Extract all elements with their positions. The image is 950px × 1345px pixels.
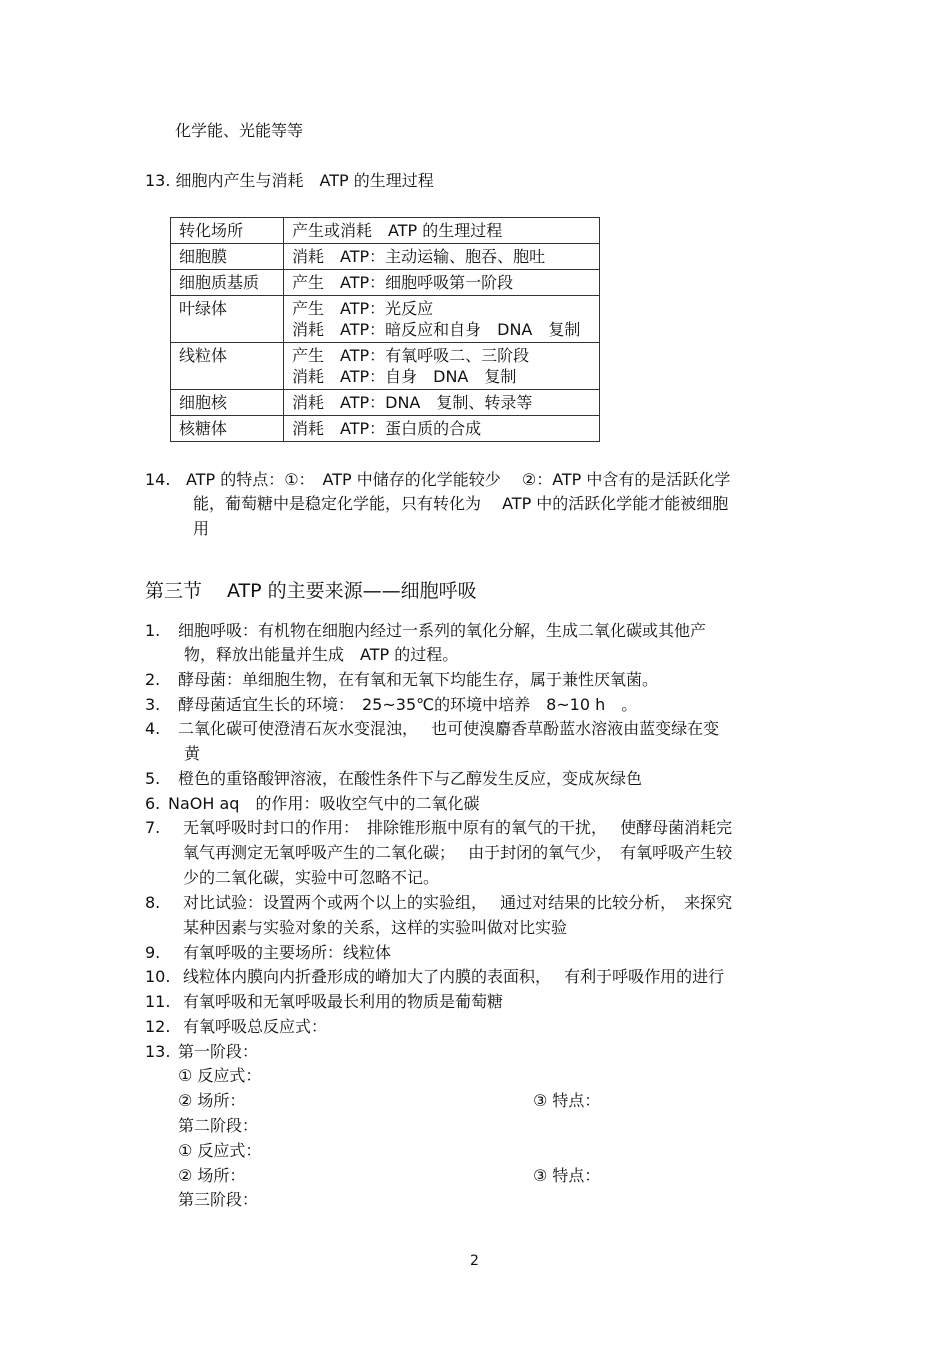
list-item-line: 物，释放出能量并生成 ATP 的过程。 <box>184 645 459 664</box>
list-item-number: 5. <box>145 769 161 788</box>
list-item-number: 12. <box>145 1017 171 1036</box>
table-row <box>171 244 600 270</box>
list-item-line: 有氧呼吸的主要场所：线粒体 <box>183 943 392 962</box>
table-row <box>171 390 600 416</box>
list-item-line: 细胞呼吸：有机物在细胞内经过一系列的氧化分解，生成二氧化碳或其他产 <box>178 621 707 640</box>
table-cell-process <box>284 416 600 442</box>
item-14-line: 能，葡萄糖中是稳定化学能，只有转化为 ATP 中的活跃化学能才能被细胞 <box>193 494 729 513</box>
list-item-number: 8. <box>145 893 161 912</box>
process-line: 产生 ATP：光反应 <box>292 299 434 318</box>
process-line: 产生 ATP：细胞呼吸第一阶段 <box>292 273 514 292</box>
table-cell-place: 线粒体 <box>171 343 284 390</box>
table-cell-place: 细胞核 <box>171 390 284 416</box>
table-cell-process <box>284 296 600 343</box>
list-item-line: 对比试验：设置两个或两个以上的实验组， 通过对结果的比较分析， 来探究 <box>183 893 733 912</box>
table-row <box>171 270 600 296</box>
table-cell-place: 叶绿体 <box>171 296 284 343</box>
process-line: 消耗 ATP：蛋白质的合成 <box>292 419 482 438</box>
list-item-line: 有氧呼吸总反应式： <box>183 1017 328 1036</box>
table-cell-place: 细胞质基质 <box>171 270 284 296</box>
table-header-row <box>171 218 600 244</box>
table-row <box>171 343 600 390</box>
table-row <box>171 296 600 343</box>
list-item-number: 10. <box>145 967 171 986</box>
list-item-number: 6. <box>145 794 161 813</box>
list-item-line: NaOH aq 的作用：吸收空气中的二氧化碳 <box>168 794 480 813</box>
process-line: 产生 ATP：有氧呼吸二、三阶段 <box>292 346 530 365</box>
process-line: 消耗 ATP：自身 DNA 复制 <box>292 367 517 386</box>
process-line: 消耗 ATP：暗反应和自身 DNA 复制 <box>292 320 581 339</box>
table-header-cell: 产生或消耗 ATP 的生理过程 <box>284 218 600 244</box>
list-item-number: 9. <box>145 943 161 962</box>
list-item-line: 酵母菌适宜生长的环境： 25~35℃的环境中培养 8~10 h 。 <box>178 695 638 714</box>
list-item-line: 无氧呼吸时封口的作用： 排除锥形瓶中原有的氧气的干扰， 使酵母菌消耗完 <box>183 818 733 837</box>
stage3-title: 第三阶段： <box>178 1190 259 1209</box>
stage1-place: ② 场所： <box>178 1091 246 1110</box>
item-14-number: 14. <box>145 470 171 489</box>
top-line: 化学能、光能等等 <box>175 121 304 140</box>
list-item-number: 1. <box>145 621 161 640</box>
list-item-number: 3. <box>145 695 161 714</box>
list-item-line: 线粒体内膜向内折叠形成的嵴加大了内膜的表面积， 有利于呼吸作用的进行 <box>183 967 725 986</box>
process-line: 消耗 ATP：主动运输、胞吞、胞吐 <box>292 247 546 266</box>
list-item-number: 4. <box>145 719 161 738</box>
stage2-feature: ③ 特点： <box>533 1166 601 1185</box>
list-item-line: 第一阶段： <box>178 1042 259 1061</box>
table-header-cell: 转化场所 <box>171 218 284 244</box>
section-title: 第三节 ATP 的主要来源——细胞呼吸 <box>145 580 477 602</box>
list-item-number: 7. <box>145 818 161 837</box>
table-cell-place: 细胞膜 <box>171 244 284 270</box>
stage1-reaction: ① 反应式： <box>178 1066 262 1085</box>
table-cell-process <box>284 244 600 270</box>
atp-process-table <box>170 217 600 442</box>
list-item-line: 二氧化碳可使澄清石灰水变混浊， 也可使溴麝香草酚蓝水溶液由蓝变绿在变 <box>178 719 720 738</box>
list-item-line: 橙色的重铬酸钾溶液，在酸性条件下与乙醇发生反应，变成灰绿色 <box>178 769 643 788</box>
table-row <box>171 416 600 442</box>
stage1-feature: ③ 特点： <box>533 1091 601 1110</box>
stage2-title: 第二阶段： <box>178 1116 259 1135</box>
stage2-reaction: ① 反应式： <box>178 1141 262 1160</box>
list-item-line: 某种因素与实验对象的关系，这样的实验叫做对比实验 <box>183 918 568 937</box>
table-cell-process <box>284 343 600 390</box>
list-item-line: 酵母菌：单细胞生物，在有氧和无氧下均能生存，属于兼性厌氧菌。 <box>178 670 659 689</box>
table-cell-process <box>284 390 600 416</box>
list-item-number: 11. <box>145 992 171 1011</box>
process-line: 消耗 ATP：DNA 复制、转录等 <box>292 393 533 412</box>
item-14-line: ATP 的特点：①： ATP 中储存的化学能较少 ②：ATP 中含有的是活跃化学 <box>186 470 731 489</box>
list-item-number: 2. <box>145 670 161 689</box>
list-item-line: 少的二氧化碳，实验中可忽略不记。 <box>183 868 440 887</box>
list-item-line: 氧气再测定无氧呼吸产生的二氧化碳； 由于封闭的氧气少， 有氧呼吸产生较 <box>183 843 733 862</box>
item-14-line: 用 <box>193 519 210 538</box>
stage2-place: ② 场所： <box>178 1166 246 1185</box>
table-cell-process <box>284 270 600 296</box>
item-13-title: 13. 细胞内产生与消耗 ATP 的生理过程 <box>145 171 434 190</box>
page-number: 2 <box>470 1253 479 1269</box>
list-item-line: 黄 <box>184 744 201 763</box>
table-cell-place: 核糖体 <box>171 416 284 442</box>
list-item-line: 有氧呼吸和无氧呼吸最长利用的物质是葡萄糖 <box>183 992 504 1011</box>
list-item-number: 13. <box>145 1042 171 1061</box>
